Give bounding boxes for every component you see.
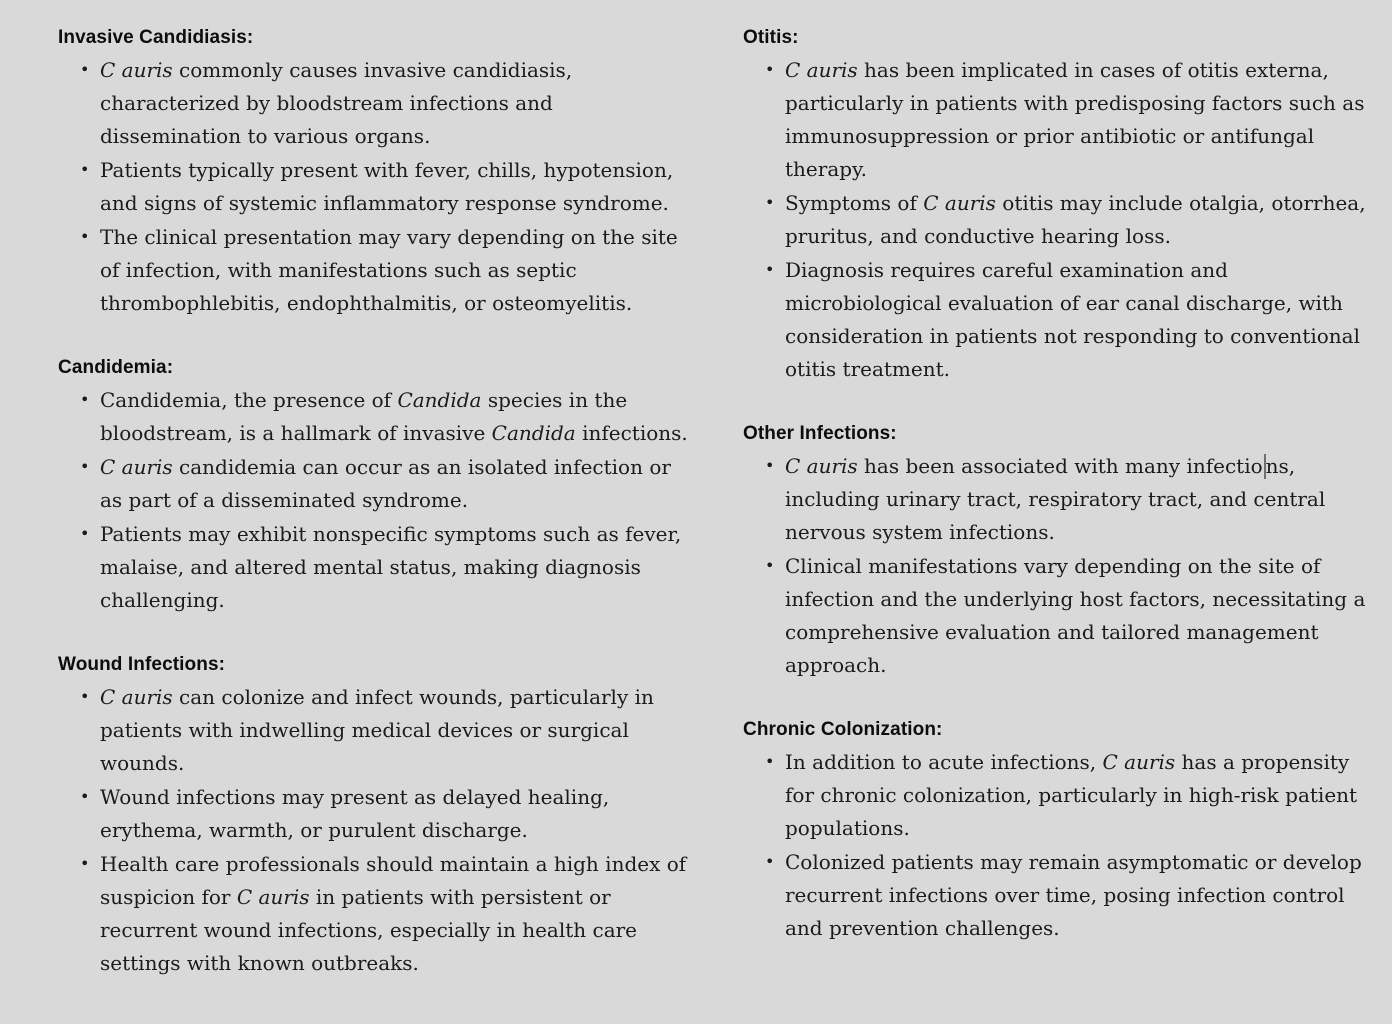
- bullet-marker: •: [80, 160, 90, 179]
- bullet-marker: •: [80, 390, 90, 409]
- text-run: can colonize and infect wounds, particularly in patients with indwelling medical devices or surgical wounds.: [100, 685, 654, 775]
- section-otitis: [743, 21, 1368, 386]
- bullet-item[interactable]: [763, 846, 1368, 945]
- text-run: Patients typically present with fever, chills, hypotension, and signs of systemic inflammatory response syndrome.: [100, 158, 674, 215]
- species-name-italic: C auris: [100, 58, 173, 82]
- text-run: Candidemia, the presence of: [100, 388, 398, 412]
- bullet-marker: •: [765, 456, 775, 475]
- text-run: Clinical manifestations vary depending on the site of infection and the underlying host factors, necessitating a comprehensive evaluation and tailored management approach.: [785, 554, 1366, 677]
- bullet-marker: •: [765, 556, 775, 575]
- left-column: [58, 21, 698, 1024]
- species-name-italic: C auris: [100, 685, 173, 709]
- species-name-italic: Candida: [491, 421, 576, 445]
- bullet-marker: •: [765, 60, 775, 79]
- bullet-marker: •: [80, 787, 90, 806]
- text-run: has a propensity for chronic colonization, particularly in high-risk patient populations.: [785, 750, 1358, 840]
- section-heading[interactable]: Invasive Candidiasis:: [58, 27, 254, 48]
- bullet-item[interactable]: [78, 221, 698, 320]
- bullet-text[interactable]: [100, 388, 688, 445]
- bullet-marker: •: [80, 60, 90, 79]
- bullet-item[interactable]: [763, 54, 1368, 186]
- section-wound-infections: [58, 648, 698, 980]
- bullet-marker: •: [765, 260, 775, 279]
- text-run: in patients with persistent or recurrent wound infections, especially in health care settings with known outbreaks.: [100, 885, 638, 975]
- bullet-item[interactable]: [763, 550, 1368, 682]
- section-heading[interactable]: Otitis:: [743, 27, 799, 48]
- bullet-text[interactable]: [785, 191, 1366, 248]
- bullet-text[interactable]: [100, 852, 686, 975]
- text-run: Symptoms of: [785, 191, 924, 215]
- species-name-italic: C auris: [785, 58, 858, 82]
- bullet-marker: •: [80, 854, 90, 873]
- bullet-marker: •: [80, 524, 90, 543]
- bullet-marker: •: [80, 687, 90, 706]
- section-heading[interactable]: Wound Infections:: [58, 654, 226, 675]
- bullet-marker: •: [80, 227, 90, 246]
- bullet-list: [743, 746, 1368, 945]
- bullet-item[interactable]: [763, 254, 1368, 386]
- bullet-text[interactable]: [100, 158, 673, 215]
- bullet-text[interactable]: [100, 225, 678, 315]
- text-run: otitis may include otalgia, otorrhea, pruritus, and conductive hearing loss.: [785, 191, 1366, 248]
- bullet-marker: •: [765, 752, 775, 771]
- text-run: ns, including urinary tract, respiratory tract, and central nervous system infections.: [785, 454, 1326, 544]
- bullet-text[interactable]: [785, 554, 1365, 677]
- bullet-list: [743, 450, 1368, 682]
- bullet-text[interactable]: [100, 522, 681, 612]
- bullet-item[interactable]: [78, 781, 698, 847]
- text-run: candidemia can occur as an isolated infection or as part of a disseminated syndrome.: [100, 455, 671, 512]
- bullet-text[interactable]: [785, 58, 1364, 181]
- right-column: [743, 21, 1368, 1024]
- species-name-italic: C auris: [923, 191, 996, 215]
- bullet-text[interactable]: [785, 750, 1357, 840]
- text-run: In addition to acute infections,: [785, 750, 1103, 774]
- section-heading[interactable]: Candidemia:: [58, 357, 174, 378]
- bullet-marker: •: [765, 193, 775, 212]
- species-name-italic: C auris: [785, 454, 858, 478]
- bullet-text[interactable]: [100, 455, 671, 512]
- bullet-list: [743, 54, 1368, 386]
- text-run: Diagnosis requires careful examination and microbiological evaluation of ear canal discharge, with consideration in patients not responding to conventional otitis treatment.: [785, 258, 1360, 381]
- bullet-item[interactable]: [78, 848, 698, 980]
- bullet-marker: •: [765, 852, 775, 871]
- bullet-item[interactable]: [78, 154, 698, 220]
- bullet-item[interactable]: [763, 187, 1368, 253]
- text-run: commonly causes invasive candidiasis, characterized by bloodstream infections and dissemination to various organs.: [100, 58, 573, 148]
- text-run: has been associated with many infectio: [857, 454, 1263, 478]
- text-run: Health care professionals should maintain a high index of suspicion for: [100, 852, 687, 909]
- text-run: infections.: [575, 421, 688, 445]
- bullet-text[interactable]: [785, 454, 1325, 544]
- bullet-list: [58, 54, 698, 320]
- species-name-italic: C auris: [100, 455, 173, 479]
- section-candidemia: [58, 351, 698, 617]
- text-run: The clinical presentation may vary depending on the site of infection, with manifestations such as septic thrombophlebitis, endophthalmitis, or osteomyelitis.: [100, 225, 678, 315]
- species-name-italic: Candida: [397, 388, 482, 412]
- bullet-text[interactable]: [100, 58, 572, 148]
- bullet-item[interactable]: [78, 384, 698, 450]
- text-run: has been implicated in cases of otitis externa, particularly in patients with predisposing factors such as immunosuppression or prior antibiotic or antifungal therapy.: [785, 58, 1365, 181]
- section-chronic-colonization: [743, 713, 1368, 945]
- section-heading[interactable]: Chronic Colonization:: [743, 719, 943, 740]
- section-other-infections: [743, 417, 1368, 682]
- bullet-text[interactable]: [785, 258, 1360, 381]
- species-name-italic: C auris: [1102, 750, 1176, 774]
- text-run: Wound infections may present as delayed healing, erythema, warmth, or purulent discharge.: [100, 785, 610, 842]
- section-invasive-candidiasis: [58, 21, 698, 320]
- text-run: species in the bloodstream, is a hallmark of invasive: [100, 388, 628, 445]
- section-heading[interactable]: Other Infections:: [743, 423, 897, 444]
- text-run: Colonized patients may remain asymptomatic or develop recurrent infections over time, posing infection control and prevention challenges.: [785, 850, 1362, 940]
- text-run: Patients may exhibit nonspecific symptoms such as fever, malaise, and altered mental status, making diagnosis challenging.: [100, 522, 682, 612]
- bullet-item[interactable]: [78, 518, 698, 617]
- bullet-text[interactable]: [785, 850, 1362, 940]
- bullet-item[interactable]: [78, 451, 698, 517]
- bullet-list: [58, 384, 698, 617]
- bullet-item[interactable]: [763, 746, 1368, 845]
- bullet-item[interactable]: [78, 54, 698, 153]
- species-name-italic: C auris: [236, 885, 310, 909]
- bullet-text[interactable]: [100, 785, 609, 842]
- bullet-item[interactable]: [763, 450, 1368, 549]
- bullet-item[interactable]: [78, 681, 698, 780]
- bullet-text[interactable]: [100, 685, 654, 775]
- bullet-marker: •: [80, 457, 90, 476]
- bullet-list: [58, 681, 698, 980]
